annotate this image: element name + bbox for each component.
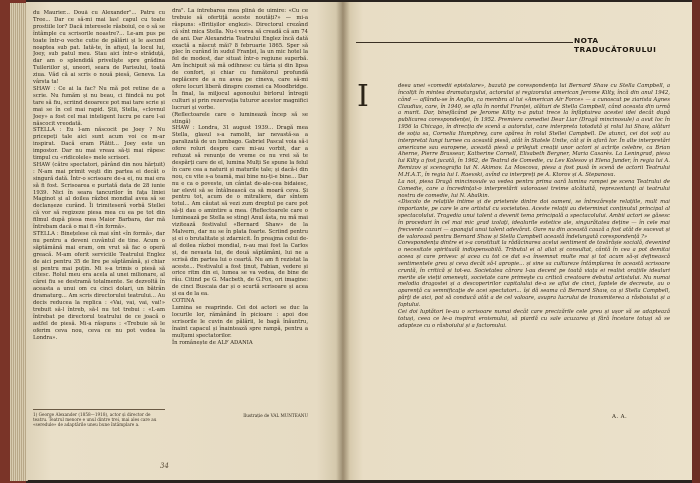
title-rule [356,42,573,43]
signature: A. A. [612,414,628,420]
left-col1-text: du Maurier... Două cu Alexander"... Patru cu Tree... Dar ce să-mi mai las! capul cu toate prostiile lor? Dacă interesele răsboiul, ce o să se întâmple cu scrisorile noastre?... Le-am pus pe toate într-o veche cutie de pălării și le ascund noaptea sub pat. Iată-te, în afișul, la locul lui, Joey, sub patul meu. Stau aici într-o străduță, dar am o splendidă privelişte spre grădina Tuileriilor și, uneori, seara de Parisului, toată ziua. Văd că ai scris o nouă piesă, Geneva. La vârsta ta! SHAW : Ce ai la fac? Nu mă pot retine de a scrie. Nu fumăm și nu beau, ci fiindcă nu pot tare să fiu, scriind deoarece pot mai tare scrie și mai se în cel mai rapid. Știi, Stella, «clovnul Joey» a fost cel mai inteligent lucru pe care l-ai născocit vreodată. STELLA : Eu l-am născocit pe Joey ? Nu pricepeți tale aici sunt acum voi ce m-ar inspirat. Dacă eram Plătit... Joey este un impostor. Dar nu mai vreau să-ți mai răpesc timpul cu «ridicolele» mele scrisori. SHAW (către spectatori, pârând din nou hărțuit) : N-am mai primit veşti din partea ei decât o singură dată. Într-o scrisoare de-a ei, nu mai era să fi fost. Scrisoarea e purtată data de 28 iunie 1939. Nici în seara tancurilor în fața liniei Maginot și al doilea război mondial avea să se declanșeze curând. Îi trimiteseră vorbă Stellei că vor să regizeze piesa mea cu ea pe tot din filmul după piesa mea Maior Barbara, dar mă întrebam dacă o mai fi «în formă». STELLA : Binețelese că mai sînt «în formă», dar nu pentru a deveni cuvântul de tine. Acum o săptămână mai eram, om vrut să fac o operă greacă. M-am oferit serviciile Teatrului Englez de aici pentru 35 de lire pe săptămână, și chiar și pentru mai puțin. Mi s-a trimis o piesă să citesc. Rolul meu era acela al unei milionare, al cărei fiu se destramă totalmente. Se dezvoltă în aceasta a unui om cu cinci dolari, un bătrân dramaturg... Am scris directorului teatrului... Au decis reducea la replica : «Vai, vai, vai, vai!» trebuit să-l întreb, să-l nu tot trebui : «L-am întrebat pe directorul teatrului de ce joacă o astfel de piesă. Mi-a răspuns : «Trebuie să le oferim ceva nou, ceva ce nu pot vedea la Londra». [33,10,165,341]
illustration-credit-text: Ilustrație de VAL MUNTEANU [243,413,308,418]
left-page-column-1 [33,10,165,405]
book-gutter [336,2,350,480]
drop-cap: I [357,79,369,114]
left-page-column-2 [172,8,308,406]
right-page-body [398,83,670,413]
page-title: NOTA TRADUCĂTORULUI [574,36,657,54]
illustration-credit [172,412,308,419]
page-number: 34 [160,462,169,470]
left-col2-text: dra". La întrebarea mea plină de uimire: «Cu ce trebuie să ofertiță aceste noutăți?» — mi-a răspuns: «Britișilor englezi». Directorul crezând că sînt mica Stella. Nu-i vorea să creadă că am 74 de ani. Dar Alexandria Teatrului Englez încă dată exactă a născut măi? 8 februarie 1865. Sper să plec în curând în sudul Franței, la un mic hotel la fel de modest, dar situat într-o regiune superbă. Am închipuit să mă odihnesc cu tăria și din lipsa de confort, și chiar cu fumătorul profundă neplăcere de a nu avea pe cineva, care să-mi ofere locuri liberă dinspre cosmei ca Moodbridge. În final, la miljocul agonoului birlorul întregii culturi și prin rezervația tuturor acestor magnifici lucruri și vorbe. (Reflectoarele care o luminează încep să se stingă) SHAW : Londra, 31 august 1939... Dragă mea Stella, glasul s-a ramolit, iar nevastă-sa a paralizată de un lumbago. Gabriel Pascal voia să-i ofere roluri despre care mi-au vorbit, dar a refuzat să renunțe de vreme ce nu vrei să te despărți care de el, lumina Mulți Se spune la felul în care cea a naturii și maturile tale; și dacă-i din nou, cu vite s-a teamă, mai bine nu-ți-e bine... Dar nu e ca o poveste, un cântat de-ale-cea bidaiesc, iar elevii să se întâlnească ca să moară ceva. Și pentru tot, acum de o mitraliere, dar sîntem totul... Am căutat să vezi zum dreptul pe care pot să-ți dau o amintire a mea. (Reflectoarele care o luminează pe Stella se sting) Anul ăsta, nu mă mai vizitează festivalul «Bernard Shaw» de la Malvern, dar nu se în plata foarte. Scriind pentru și ei o brutalitate și zdarnicit. În preajma celui de-al doilea război mondial, n-au mai fost la Carlos și, de nevasta lui, de două săptămâni, lui ne a scrisă din partea lui o ceartă. Nu am fi rezistat la aceste... Festivalul a fost ținut, Fabian, vedere și orice ritm din ei, lumea se va vedea, de bine de rău. Citind pe G. Macbeth, de G.Fox, ori imagine: de cinci Buscaia dar și o scurtă scrisoare și acea și ea de la ea. COTINA Lumina se reaprinde. Cei doi actori se duc la locurile lor, rămânând în picioare : apoi doe scrisorile le cuvin de pălării, le bagă înăuntru, înaint capacul și înaintează spre rampă, pentru a mulțumi spectatorilor. În românește de ALF ADANIA [172,8,308,346]
footnote: 1) George Alexander (1858—1918), actor și director de teatru. Teatrul menore e unul dintre trei, mai ales care au «seredule» de adaptările uneu bune întâmplare a. [33,409,165,428]
book-cover-right [692,0,700,483]
right-body-text: deea unei «comedii epistolare», bazată pe corespondența lui Bernard Shaw cu Stella Campbell, a încolțit în mintea dramaturgului, actorului și regizorului american Jerome Kilty, încă din anul 1942, când — aflându-se în Anglia, ca membru al lui «American Air Force» — a cunoscut pe ziarista Agnes Claudius, care, în 1940, se afla în nordul Franței, alături de Stella Campbell, când aceasta din urmă a murit. Dar, binefăcând pe Jerome Kilty n-a putut trece la înfăptuirea acestei idei decât după publicarea corespondenței, în 1952. Premiera comediei Dear Liar (Dragă mincinosule) a avut loc în 1956 la Chicago, în direcția de scenă a autorului, care interpreta totodată și rolul lui Shaw, alături de soția sa, Cornelia Humphrey, care apărea în rolul Stellei Campbell. De atunci, cei doi soți au interpretat lungi turnee cu această piesă, atât în Statele Unite, cât și în afară lor. În alte interpretări americane sau europene, această piesă a prilejuit creații unor actori și actrițe celebre, ca Brian Aherne, Pierre Brasseur, Katherine Cornell, Elisabeth Bergner, Maria Casarès. La Leningrad, piesa lui Kilty a fost jucată, în 1962, de Teatrul de Comedie, cu Lev Kolesov și Elena Junder, în regia lui A. Remizov și scenografia lui N. Akimov. La Moscova, piesa a fost pusă în scenă de actorii Teatrului M.H.A.T., în regia lui I. Raevski, avînd ca interpreți pe A. Ktorov și A. Stepanova. La noi, piesa Dragă mincinosule va vedea pentru prima oară lumina rampei pe scena Teatrului de Comedie, care a încredințat-o interpretării valoroasei treime alcătuită, reprezentanți ai teatrului nostru de comedie, lui N. Abalkin. «Discolo de relațiile intime și de prietenie dintre doi oameni, se întrezărește relațiile, mult mai importante, pe care le are artistul cu societatea. Aceste relații au determinat conținutul principal al spectacolului. Tragedia unui talent a devenit tema principală a spectacolului. Ambii actori se găsesc în proceduri în cel mai mic grad izolaţi, idealurile estetice ale, singurătatea deține — în cele mai frecvente cazuri — apanajul unui talent adevărat. Oare nu din această cauză a fost atât de sucevat și de valoroasă pentru Bernard Shaw și Stella Campbell această îndelungată corespondență ?» Corespondența dintre ei s-a constituit la rădăcinarea acelui sentiment de tovărășie socială, devenind o necesitate spirituală indispensabilă. Tributul ei al aliat și consultat, cântă în cea a pot demitai aceea și care privesc și acea cu tot ce dat s-a însemnat multe mai și tot acum să-și definească sentimentele greu și ceva decât să-l apropie... și sine sa cultureze întâmplarea în această scrisoare cruntă, în critică și tot-ea. Societatea cărora l-au decent pe toată viața ei realist orațiile idealuri merite ale vieții omenești, societate care primeşte cu critică creatoare debutul artistului. Nu numai melodia dragostei și a descoperirilor capitalului de-a se aflui de cinci, faptele de decreate, au o aparență cu semnificaţie de acei spectatori... își dă seama că Bernard Shaw, ca și Stella Campbell, părţi de aici, pot să conducă atât a de cel valoare, asupra lucrului de transmiterea a răsboiului și a faptului. Cei doi luptători le-au o scrisoare numai decât care precizările cele greu și ușor să se adaptează totuși, ceea ce le-a inspirat eroismului, să piardă cu sale acuzarea și fără încetare totuși să se adapteze cu o răsboiului și a factomului. [398,83,670,329]
